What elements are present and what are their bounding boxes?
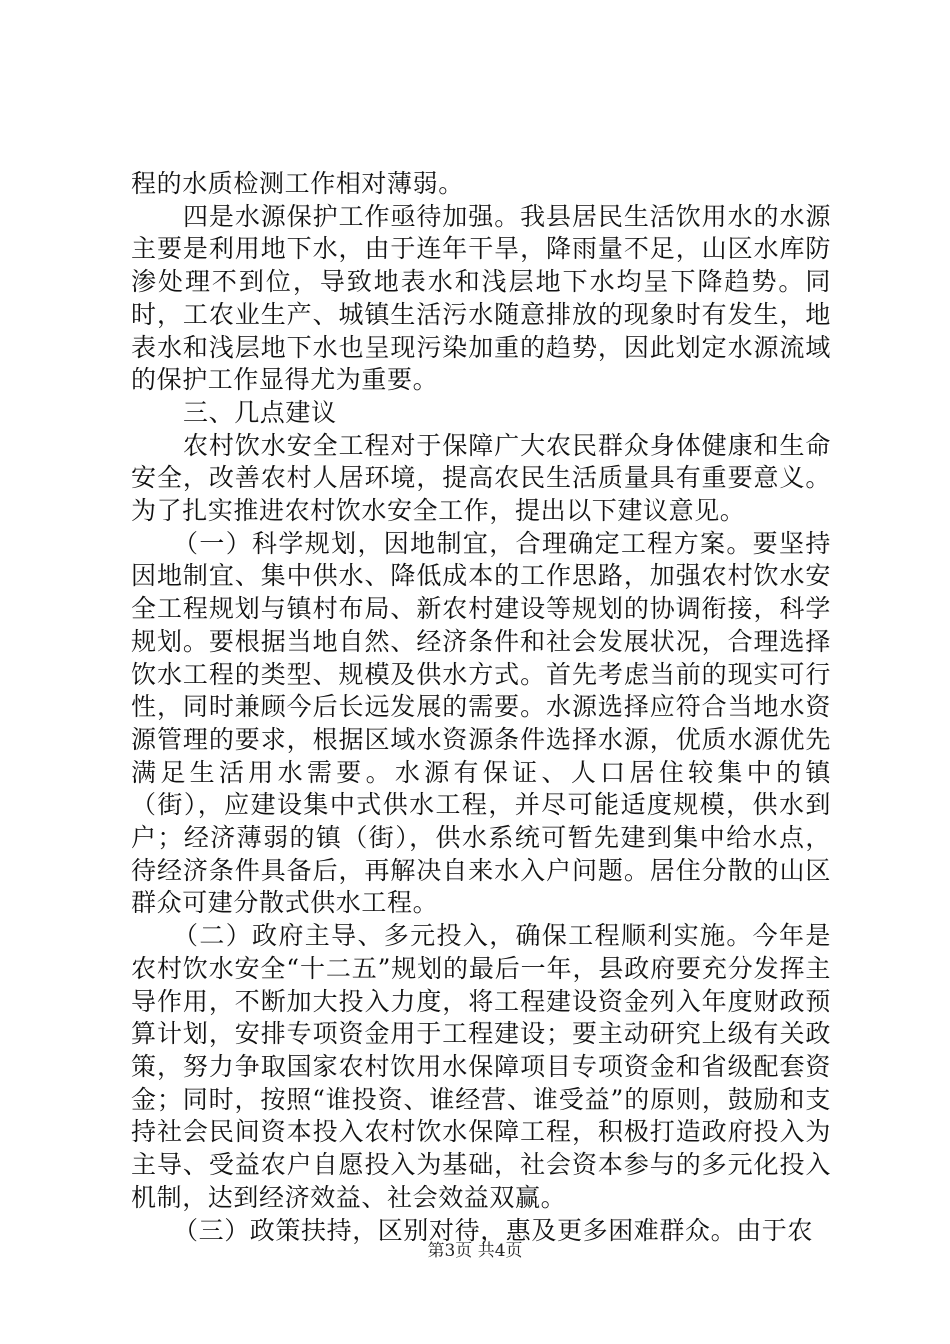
paragraph-suggestion-2: （二）政府主导、多元投入，确保工程顺利实施。今年是农村饮水安全“十二五”规划的最后一年，县政府要充分发挥主导作用，不断加大投入力度，将工程建设资金列入年度财政预算计划，安排专项资金用于工程建设；要主动研究上级有关政策，努力争取国家农村饮用水保障项目专项资金和省级配套资金；同时，按照“谁投资、谁经营、谁受益”的原则，鼓励和支持社会民间资本投入农村饮水保障工程，积极打造政府投入为主导、受益农户自愿投入为基础，社会资本参与的多元化投入机制，达到经济效益、社会效益双赢。 [131,921,831,1212]
paragraph-suggestions-intro: 农村饮水安全工程对于保障广大农民群众身体健康和生命安全，改善农村人居环境，提高农民生活质量具有重要意义。为了扎实推进农村饮水安全工作，提出以下建议意见。 [131,430,831,526]
page-number-footer: 第3页 共4页 [427,1241,523,1261]
paragraph-continuation: 程的水质检测工作相对薄弱。 [131,169,464,198]
paragraph-suggestion-1: （一）科学规划，因地制宜，合理确定工程方案。要坚持因地制宜、集中供水、降低成本的工作思路，加强农村饮水安全工程规划与镇村布局、新农村建设等规划的协调衔接，科学规划。要根据当地自然、经济条件和社会发展状况，合理选择饮水工程的类型、规模及供水方式。首先考虑当前的现实可行性，同时兼顾今后长远发展的需要。水源选择应符合当地水资源管理的要求，根据区域水资源条件选择水源，优质水源优先满足生活用水需要。水源有保证、人口居住较集中的镇（街），应建设集中式供水工程，并尽可能适度规模，供水到户；经济薄弱的镇（街），供水系统可暂先建到集中给水点，待经济条件具备后，再解决自来水入户问题。居住分散的山区群众可建分散式供水工程。 [131,528,831,918]
paragraph-water-source-protection: 四是水源保护工作亟待加强。我县居民生活饮用水的水源主要是利用地下水，由于连年干旱，降雨量不足，山区水库防渗处理不到位，导致地表水和浅层地下水均呈下降趋势。同时，工农业生产、城镇生活污水随意排放的现象时有发生，地表水和浅层地下水也呈现污染加重的趋势，因此划定水源流域的保护工作显得尤为重要。 [131,201,831,395]
section-heading-suggestions: 三、几点建议 [183,397,337,427]
paragraph-suggestion-3: （三）政策扶持，区别对待，惠及更多困难群众。由于农 [173,1215,814,1245]
document-body [131,168,831,1247]
